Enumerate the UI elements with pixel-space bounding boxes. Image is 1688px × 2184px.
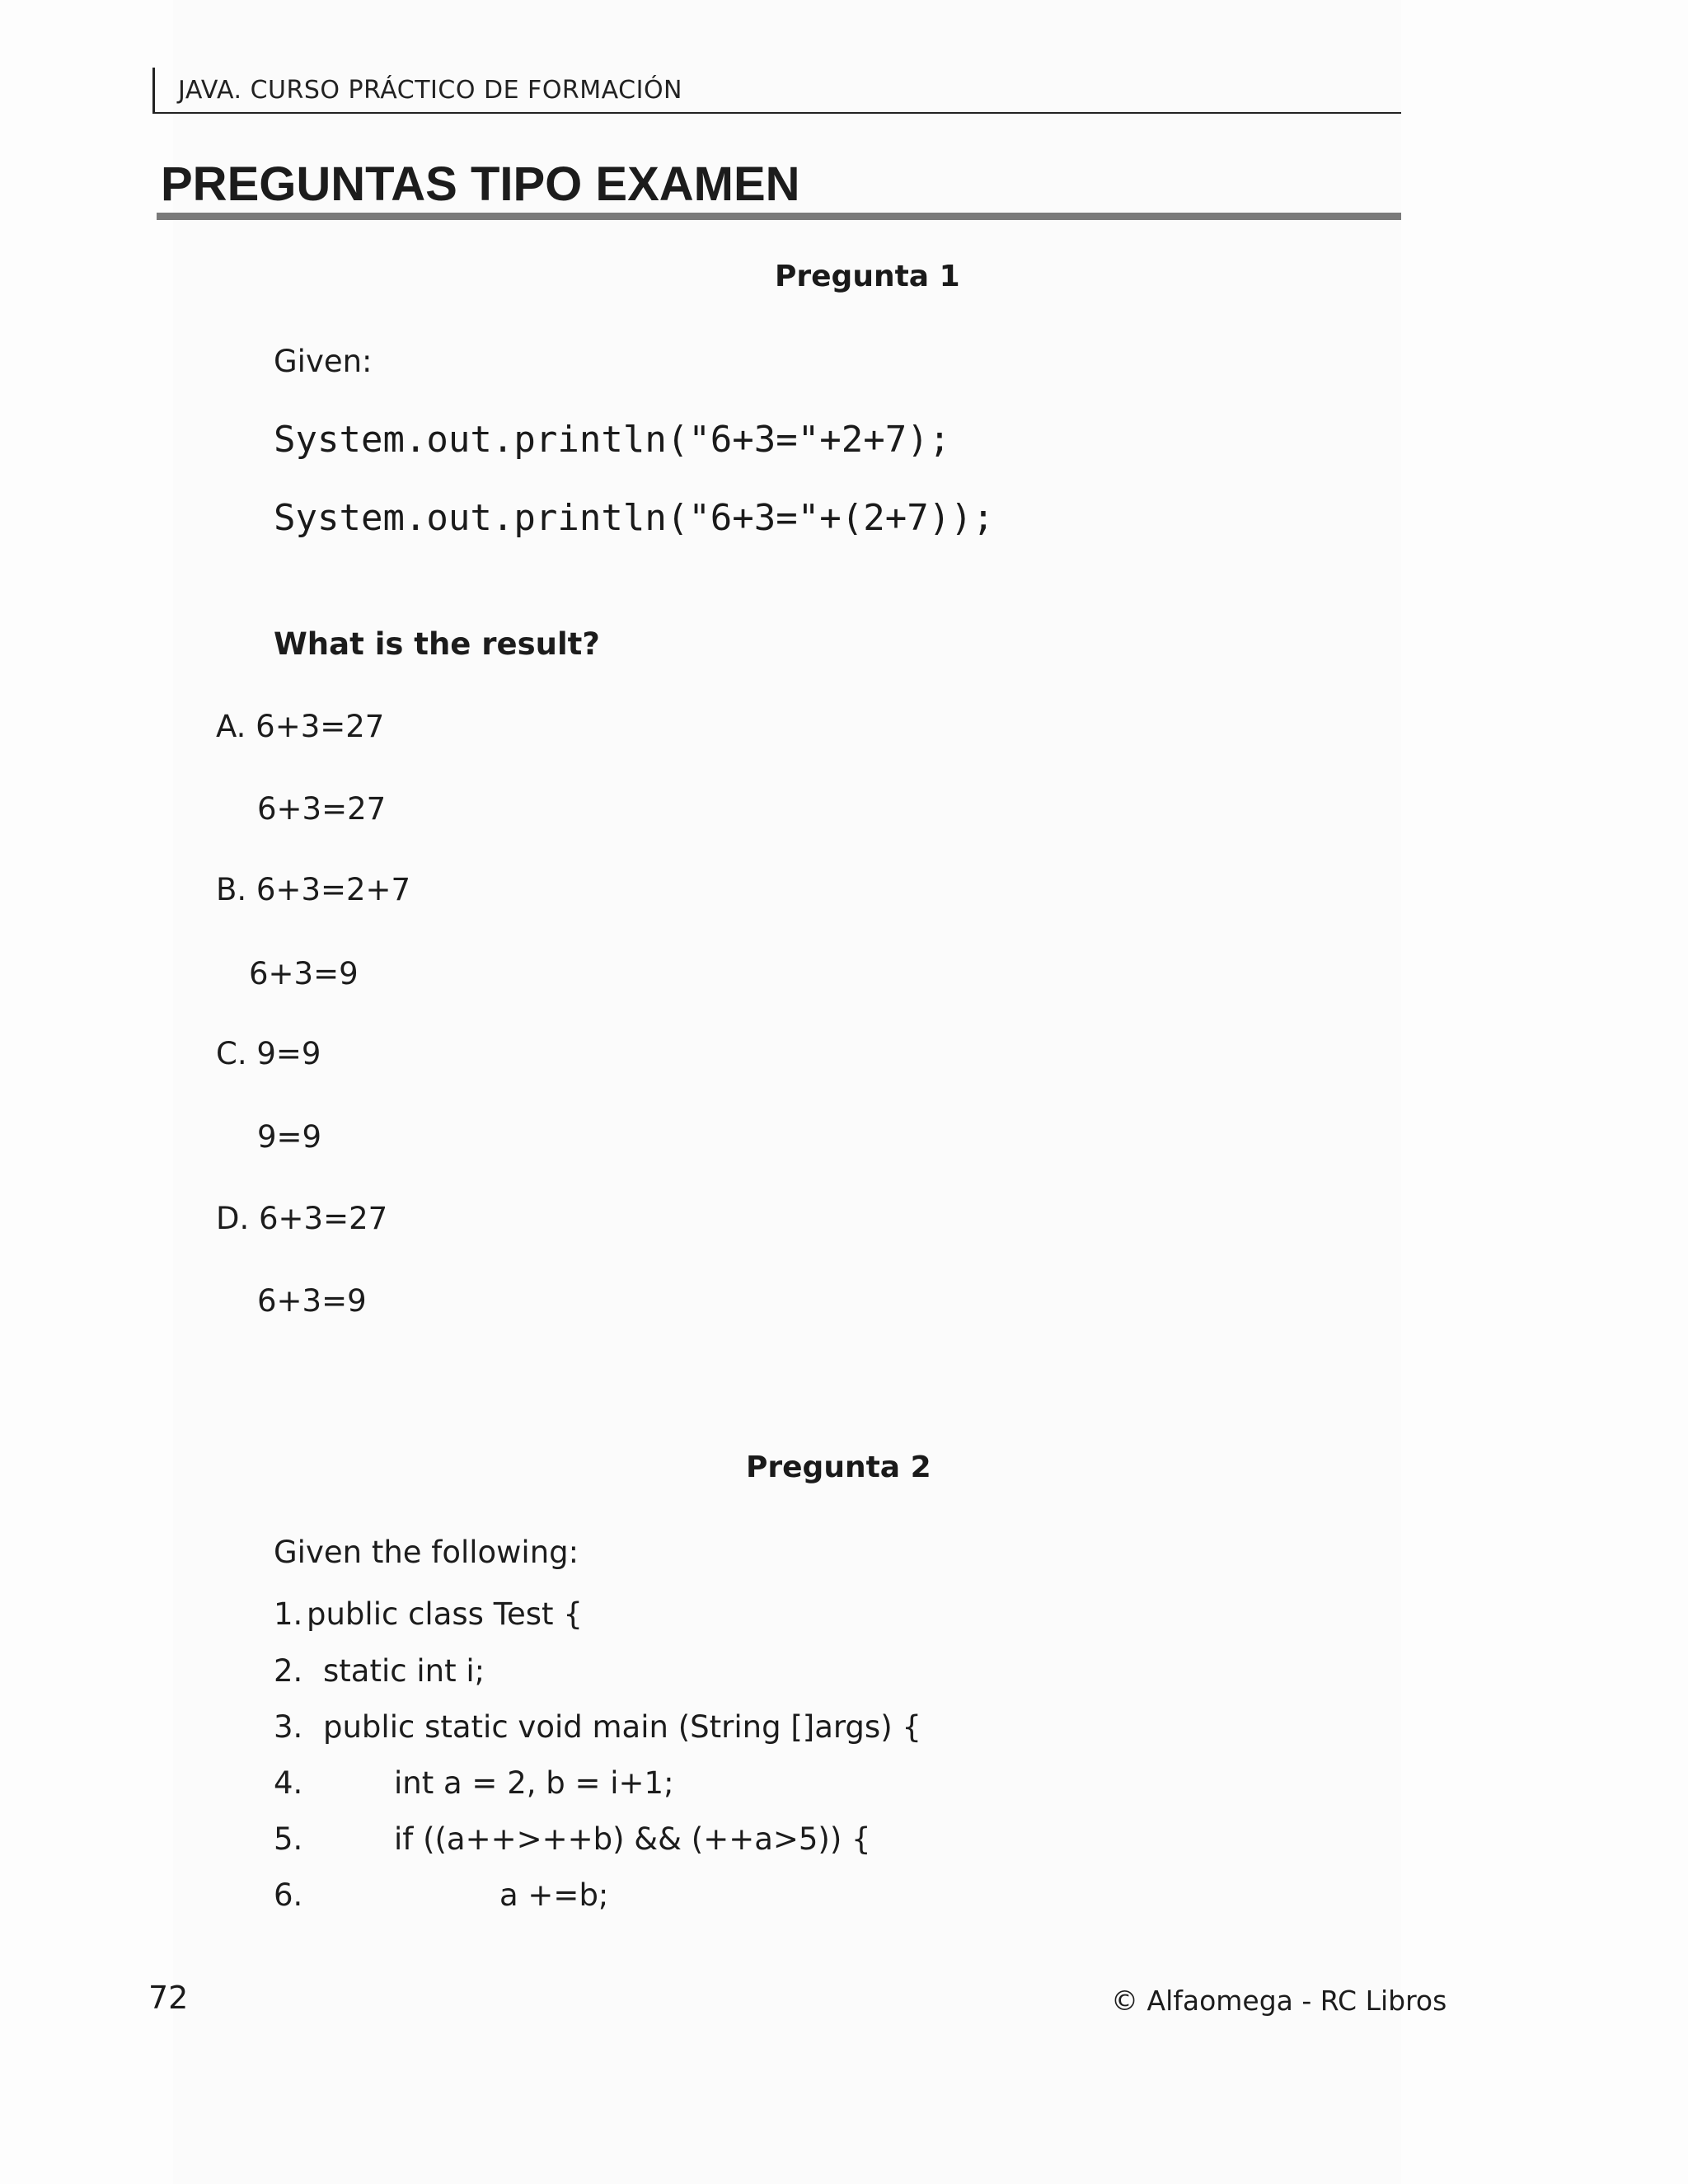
question-1-code-line-2: System.out.println("6+3="+(2+7)); <box>274 497 995 539</box>
option-b: B. 6+3=2+7 <box>216 872 411 907</box>
question-2-heading: Pregunta 2 <box>746 1451 931 1484</box>
question-1-prompt: What is the result? <box>274 626 600 662</box>
page-number: 72 <box>148 1980 189 2016</box>
section-title-rule <box>157 213 1401 220</box>
code-text: a +=b; <box>499 1877 609 1913</box>
code-text: int a = 2, b = i+1; <box>394 1765 674 1801</box>
line-number: 2. <box>274 1653 303 1689</box>
code-text: public static void main (String []args) { <box>323 1709 921 1745</box>
option-c-continuation: 9=9 <box>257 1119 322 1155</box>
question-1-given-label: Given: <box>274 344 373 379</box>
line-number: 5. <box>274 1821 303 1857</box>
code-text: public class Test { <box>307 1596 583 1632</box>
section-title: PREGUNTAS TIPO EXAMEN <box>161 157 800 211</box>
option-a-continuation: 6+3=27 <box>257 791 387 827</box>
question-1-heading: Pregunta 1 <box>775 260 960 293</box>
code-text: static int i; <box>323 1653 485 1689</box>
code-text: if ((a++>++b) && (++a>5)) { <box>394 1821 871 1857</box>
line-number: 6. <box>274 1877 303 1913</box>
question-2-given-label: Given the following: <box>274 1535 579 1570</box>
running-header <box>152 68 1401 114</box>
line-number: 3. <box>274 1709 303 1745</box>
line-number: 1. <box>274 1596 303 1632</box>
copyright-notice: © Alfaomega - RC Libros <box>1111 1985 1447 2017</box>
option-d: D. 6+3=27 <box>216 1201 388 1236</box>
option-b-continuation: 6+3=9 <box>249 956 359 991</box>
line-number: 4. <box>274 1765 303 1801</box>
option-c: C. 9=9 <box>216 1036 321 1071</box>
question-1-code-line-1: System.out.println("6+3="+2+7); <box>274 419 951 461</box>
option-a: A. 6+3=27 <box>216 709 385 744</box>
option-d-continuation: 6+3=9 <box>257 1283 367 1319</box>
running-header-title: JAVA. CURSO PRÁCTICO DE FORMACIÓN <box>178 76 683 105</box>
